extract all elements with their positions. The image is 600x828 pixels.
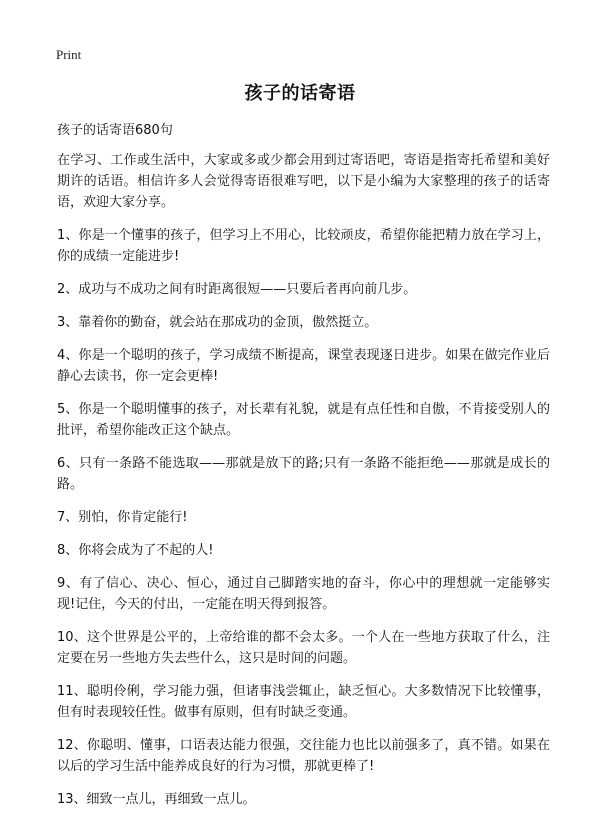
list-item: 5、你是一个聪明懂事的孩子，对长辈有礼貌，就是有点任性和自傲，不肯接受别人的批评，希望你能改正这个缺点。 [57, 402, 550, 438]
list-item: 3、靠着你的勤奋，就会站在那成功的金顶，傲然挺立。 [57, 315, 378, 330]
list-item: 9、有了信心、决心、恒心，通过自己脚踏实地的奋斗，你心中的理想就一定能够实现!记住，今天的付出，一定能在明天得到报答。 [57, 576, 550, 612]
list-item: 11、聪明伶俐，学习能力强，但诸事浅尝辄止，缺乏恒心。大多数情况下比较懂事，但有时表现较任性。做事有原则，但有时缺乏变通。 [57, 684, 550, 720]
page-subtitle: 孩子的话寄语680句 [57, 123, 173, 138]
list-item: 4、你是一个聪明的孩子，学习成绩不断提高，课堂表现逐日进步。如果在做完作业后静心去读书，你一定会更棒! [57, 348, 550, 384]
list-item: 7、别怕，你肯定能行! [57, 510, 188, 525]
list-item: 8、你将会成为了不起的人! [57, 543, 214, 558]
page-title: 孩子的话寄语 [244, 83, 356, 104]
list-item: 6、只有一条路不能选取——那就是放下的路;只有一条路不能拒绝——那就是成长的路。 [57, 456, 550, 492]
list-item: 13、细致一点儿，再细致一点儿。 [57, 792, 256, 807]
list-item: 1、你是一个懂事的孩子，但学习上不用心，比较顽皮，希望你能把精力放在学习上，你的成绩一定能进步! [57, 228, 550, 264]
intro-paragraph: 在学习、工作或生活中，大家或多或少都会用到过寄语吧，寄语是指寄托希望和美好期许的话语。相信许多人会觉得寄语很难写吧，以下是小编为大家整理的孩子的话寄语，欢迎大家分享。 [57, 153, 550, 210]
document-body [57, 150, 550, 822]
list-item: 2、成功与不成功之间有时距离很短——只要后者再向前几步。 [57, 282, 417, 297]
print-label: Print [56, 47, 82, 62]
list-item: 12、你聪明、懂事，口语表达能力很强，交往能力也比以前强多了，真不错。如果在以后的学习生活中能养成良好的行为习惯，那就更棒了! [57, 738, 550, 774]
list-item: 10、这个世界是公平的，上帝给谁的都不会太多。一个人在一些地方获取了什么，注定要在另一些地方失去些什么，这只是时间的问题。 [57, 630, 550, 666]
